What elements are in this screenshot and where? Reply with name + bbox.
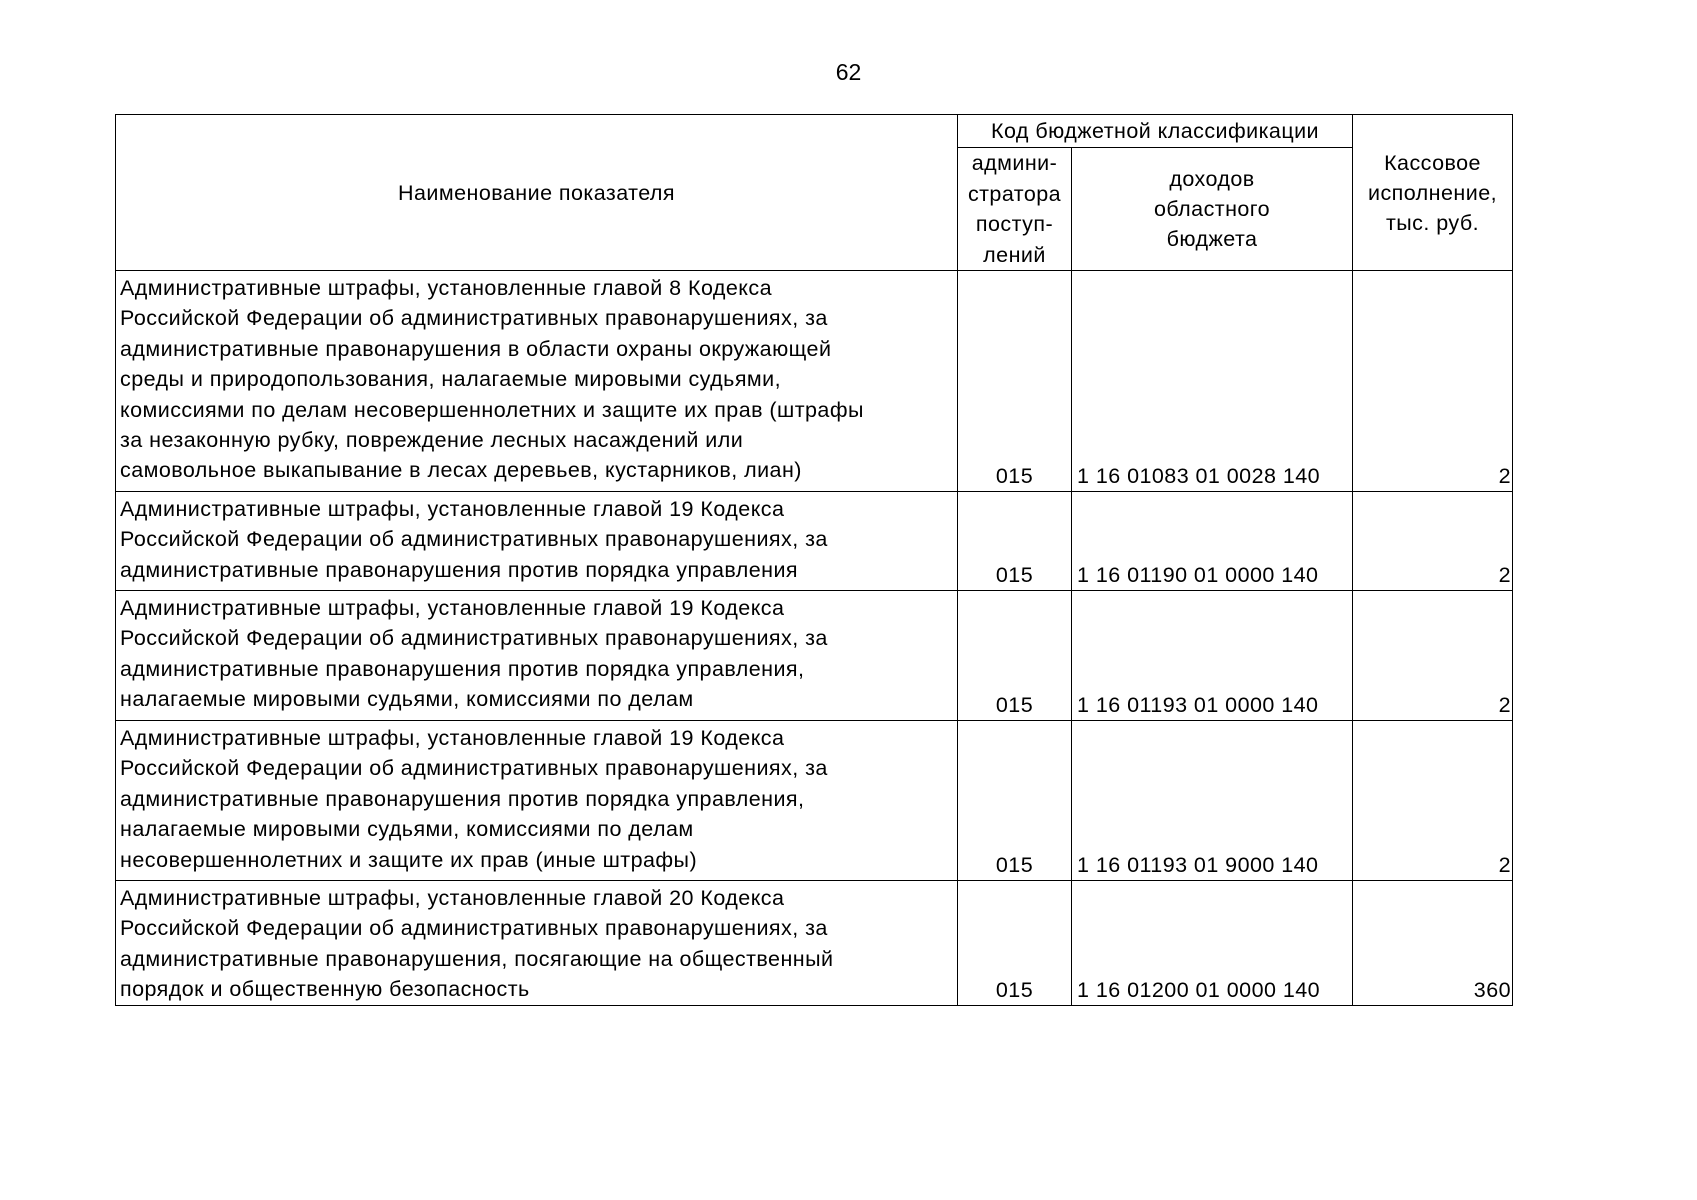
indicator-name-line: административные правонарушения, посягающие на общественный — [120, 946, 834, 971]
admin-code: 015 — [958, 881, 1072, 1006]
indicator-name-line: Российской Федерации об административных правонарушениях, за — [120, 306, 828, 331]
indicator-name — [116, 591, 958, 721]
header-code-group: Код бюджетной классификации — [958, 115, 1353, 148]
indicator-name-line: административные правонарушения в области охраны окружающей — [120, 336, 832, 361]
header-income — [1072, 148, 1353, 271]
income-code: 1 16 01193 01 9000 140 — [1072, 721, 1353, 881]
indicator-name-line: Административные штрафы, установленные главой 20 Кодекса — [120, 886, 785, 910]
amount-value: 2 — [1353, 492, 1513, 591]
income-code: 1 16 01200 01 0000 140 — [1072, 881, 1353, 1006]
indicator-name-line: Российской Федерации об административных правонарушениях, за — [120, 756, 828, 781]
income-code: 1 16 01083 01 0028 140 — [1072, 271, 1353, 492]
page-number: 62 — [835, 59, 862, 85]
amount-value: 2 — [1353, 591, 1513, 721]
income-code: 1 16 01193 01 0000 140 — [1072, 591, 1353, 721]
indicator-name-line: Административные штрафы, установленные главой 19 Кодекса — [120, 596, 785, 620]
indicator-name-line: Российской Федерации об административных правонарушениях, за — [120, 916, 828, 941]
header-income-line: бюджета — [1166, 227, 1258, 251]
admin-code: 015 — [958, 591, 1072, 721]
indicator-name-line: Административные штрафы, установленные главой 8 Кодекса — [120, 276, 772, 300]
header-name: Наименование показателя — [116, 115, 958, 271]
indicator-name-line: административные правонарушения против порядка управления — [120, 557, 799, 582]
budget-table — [115, 114, 1513, 1006]
table-row — [116, 881, 1513, 1006]
header-admin-line: поступ- — [975, 212, 1054, 236]
indicator-name-line: Российской Федерации об административных правонарушениях, за — [120, 626, 828, 651]
indicator-name-line: несовершеннолетних и защите их прав (иные штрафы) — [120, 847, 698, 872]
header-amount-line: тыс. руб. — [1385, 210, 1480, 235]
indicator-name-line: Российской Федерации об административных правонарушениях, за — [120, 527, 828, 552]
indicator-name — [116, 721, 958, 881]
header-admin-line: стратора — [967, 181, 1062, 206]
amount-value: 360 — [1353, 881, 1513, 1006]
indicator-name-line: самовольное выкапывание в лесах деревьев, кустарников, лиан) — [120, 458, 802, 483]
header-amount-line: Кассовое — [1384, 150, 1481, 175]
admin-code: 015 — [958, 492, 1072, 591]
admin-code: 015 — [958, 271, 1072, 492]
indicator-name — [116, 881, 958, 1006]
header-amount-line: исполнение, — [1368, 180, 1498, 205]
income-code: 1 16 01190 01 0000 140 — [1072, 492, 1353, 591]
indicator-name-line: налагаемые мировыми судьями, комиссиями по делам — [120, 687, 694, 712]
indicator-name-line: Административные штрафы, установленные главой 19 Кодекса — [120, 726, 785, 750]
amount-value: 2 — [1353, 721, 1513, 881]
admin-code: 015 — [958, 721, 1072, 881]
indicator-name-line: за незаконную рубку, повреждение лесных насаждений или — [120, 428, 744, 453]
table-row — [116, 492, 1513, 591]
header-admin-line: админи- — [971, 151, 1058, 175]
table-row — [116, 591, 1513, 721]
header-admin — [958, 148, 1072, 271]
header-amount — [1353, 115, 1513, 271]
indicator-name-line: налагаемые мировыми судьями, комиссиями по делам — [120, 817, 694, 842]
indicator-name-line: административные правонарушения против порядка управления, — [120, 656, 805, 681]
indicator-name — [116, 271, 958, 492]
indicator-name-line: порядок и общественную безопасность — [120, 977, 530, 1002]
indicator-name-line: административные правонарушения против порядка управления, — [120, 786, 805, 811]
indicator-name-line: Административные штрафы, установленные главой 19 Кодекса — [120, 497, 785, 521]
header-income-line: областного — [1153, 197, 1271, 221]
table-row — [116, 721, 1513, 881]
table-row — [116, 271, 1513, 492]
indicator-name-line: комиссиями по делам несовершеннолетних и защите их прав (штрафы — [120, 397, 864, 422]
amount-value: 2 — [1353, 271, 1513, 492]
header-admin-line: лений — [983, 242, 1046, 267]
indicator-name-line: среды и природопользования, налагаемые мировыми судьями, — [120, 367, 782, 392]
header-income-line: доходов — [1169, 167, 1255, 191]
indicator-name — [116, 492, 958, 591]
